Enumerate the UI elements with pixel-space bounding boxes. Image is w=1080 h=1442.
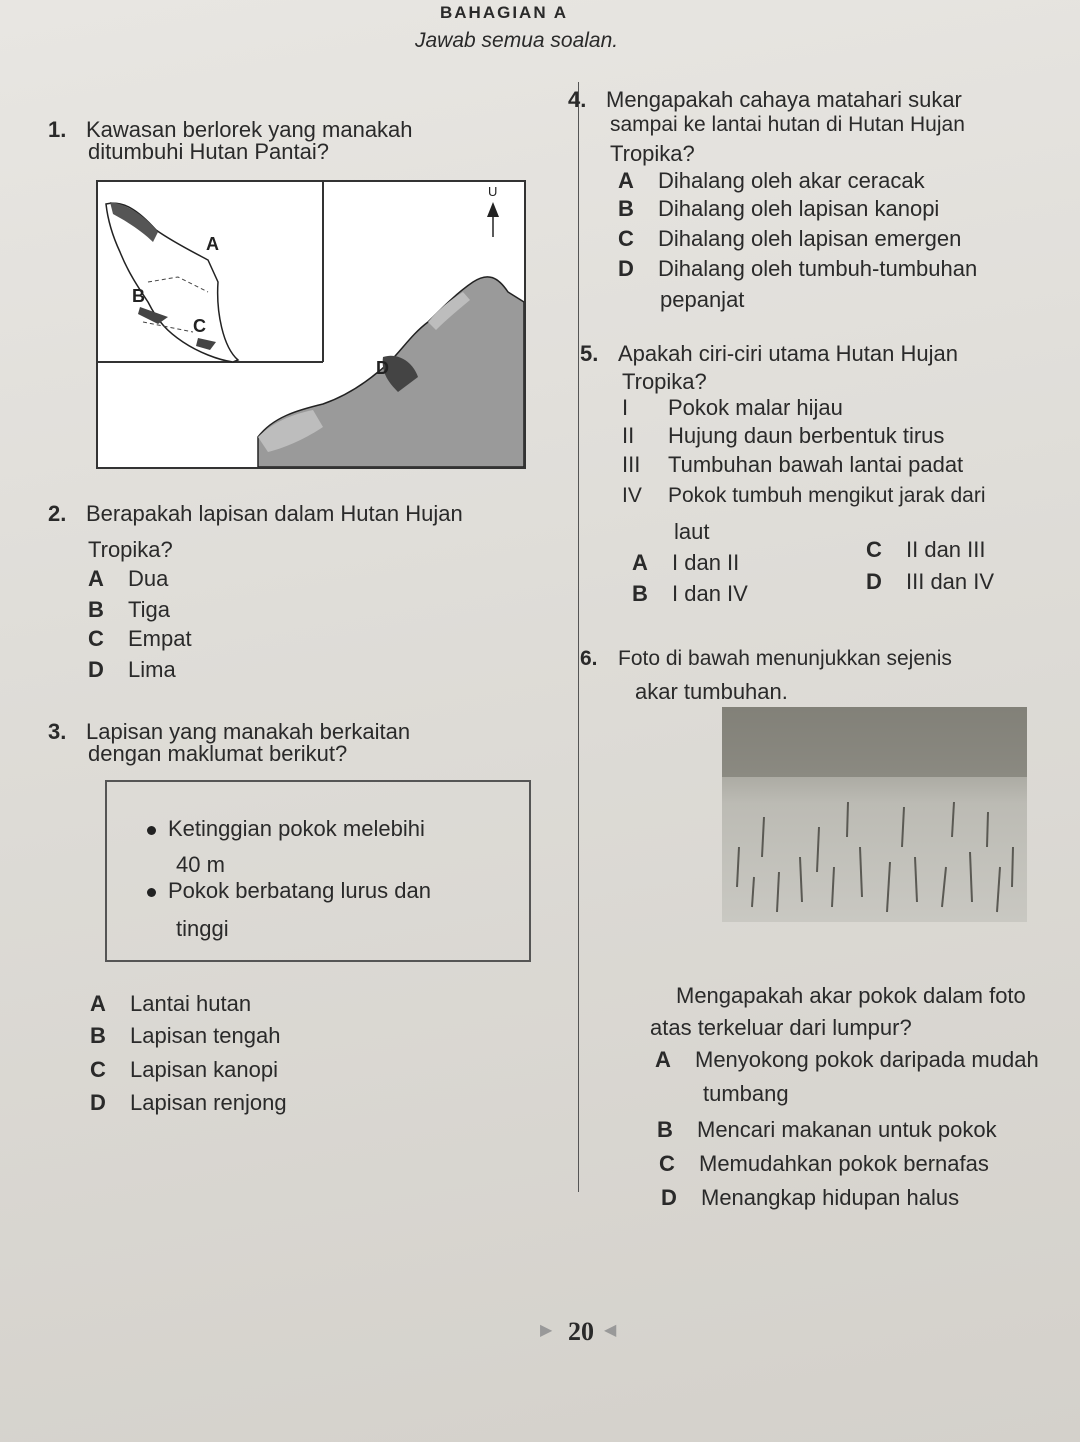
q4-line1: Mengapakah cahaya matahari sukar — [606, 87, 962, 112]
q2-option-a[interactable]: A Dua — [88, 566, 169, 591]
q4-line3: Tropika? — [610, 141, 695, 166]
q5-option-d[interactable]: D III dan IV — [866, 569, 995, 594]
q6-option-c[interactable]: C Memudahkan pokok bernafas — [659, 1151, 989, 1176]
q6-question-line1: Mengapakah akar pokok dalam foto — [676, 983, 1026, 1008]
q5-line2: Tropika? — [622, 369, 707, 394]
q6-question-line2: atas terkeluar dari lumpur? — [650, 1015, 912, 1040]
q4-line2: sampai ke lantai hutan di Hutan Hujan — [610, 113, 965, 136]
bullet-1-cont: 40 m — [176, 852, 225, 877]
q5-statement-3: III Tumbuhan bawah lantai padat — [622, 452, 964, 477]
map-svg — [98, 182, 524, 467]
page-arrow-left-icon: ◀ — [604, 1322, 617, 1339]
q4-option-d-cont: pepanjat — [660, 287, 745, 312]
q1-line2: ditumbuhi Hutan Pantai? — [88, 139, 329, 164]
column-divider — [578, 82, 579, 1192]
q2-text — [48, 500, 463, 528]
q6-line2: akar tumbuhan. — [635, 679, 788, 704]
section-header: BAHAGIAN A — [440, 3, 568, 22]
q6-number: 6. — [580, 647, 598, 670]
q6-option-a[interactable]: A Menyokong pokok daripada mudah — [655, 1047, 1039, 1072]
q4-option-d[interactable]: D Dihalang oleh tumbuh-tumbuhan — [618, 256, 978, 281]
info-box — [105, 780, 531, 962]
q6-option-b[interactable]: B Mencari makanan untuk pokok — [657, 1117, 997, 1142]
page-number: 20 — [568, 1317, 594, 1346]
q4-option-b[interactable]: B Dihalang oleh lapisan kanopi — [618, 196, 940, 221]
q5-statement-4: IV Pokok tumbuh mengikut jarak dari — [622, 484, 986, 507]
q6-text — [580, 646, 952, 672]
q5-text — [580, 340, 958, 368]
q2-option-b[interactable]: B Tiga — [88, 597, 170, 622]
q3-line2: dengan maklumat berikut? — [88, 741, 348, 766]
mangrove-photo — [722, 707, 1027, 922]
map-label-a: A — [206, 234, 219, 254]
q4-text — [568, 86, 962, 114]
north-label: U — [488, 184, 498, 199]
q4-option-c[interactable]: C Dihalang oleh lapisan emergen — [618, 226, 962, 251]
q2-line1: Berapakah lapisan dalam Hutan Hujan — [86, 501, 463, 526]
q5-option-a[interactable]: A I dan II — [632, 550, 740, 575]
q2-option-c[interactable]: C Empat — [88, 626, 192, 651]
q6-option-d[interactable]: D Menangkap hidupan halus — [661, 1185, 960, 1210]
q2-option-d[interactable]: D Lima — [88, 657, 176, 682]
malaysia-map — [96, 180, 526, 469]
q5-statement-2: II Hujung daun berbentuk tirus — [622, 423, 945, 448]
q2-line2: Tropika? — [88, 537, 173, 562]
q3-option-a[interactable]: A Lantai hutan — [90, 991, 252, 1016]
q5-line1: Apakah ciri-ciri utama Hutan Hujan — [618, 341, 958, 366]
q3-line1: Lapisan yang manakah berkaitan — [86, 719, 411, 744]
q3-option-c[interactable]: C Lapisan kanopi — [90, 1057, 279, 1082]
map-label-b: B — [132, 286, 145, 306]
q3-number: 3. — [48, 719, 67, 744]
q6-line1: Foto di bawah menunjukkan sejenis — [618, 647, 952, 670]
page-arrow-right-icon: ▶ — [540, 1322, 553, 1339]
q1-line1: Kawasan berlorek yang manakah — [86, 117, 413, 142]
q4-option-a[interactable]: A Dihalang oleh akar ceracak — [618, 168, 925, 193]
q5-number: 5. — [580, 341, 599, 366]
map-label-d: D — [376, 358, 389, 378]
q5-statement-4-cont: laut — [674, 519, 710, 544]
q4-number: 4. — [568, 87, 587, 112]
q3-option-d[interactable]: D Lapisan renjong — [90, 1090, 287, 1115]
q3-option-b[interactable]: B Lapisan tengah — [90, 1023, 281, 1048]
roots-illustration — [722, 707, 1027, 922]
q5-statement-1: I Pokok malar hijau — [622, 395, 843, 420]
bullet-2-cont: tinggi — [176, 916, 229, 941]
bullet-1: Ketinggian pokok melebihi — [147, 816, 425, 842]
bullet-2: Pokok berbatang lurus dan — [147, 878, 431, 904]
q1-number: 1. — [48, 117, 67, 142]
instruction: Jawab semua soalan. — [415, 29, 619, 52]
q6-option-a-cont: tumbang — [703, 1081, 789, 1106]
map-label-c: C — [193, 316, 206, 336]
q5-option-b[interactable]: B I dan IV — [632, 581, 748, 606]
q5-option-c[interactable]: C II dan III — [866, 537, 986, 562]
q2-number: 2. — [48, 501, 67, 526]
